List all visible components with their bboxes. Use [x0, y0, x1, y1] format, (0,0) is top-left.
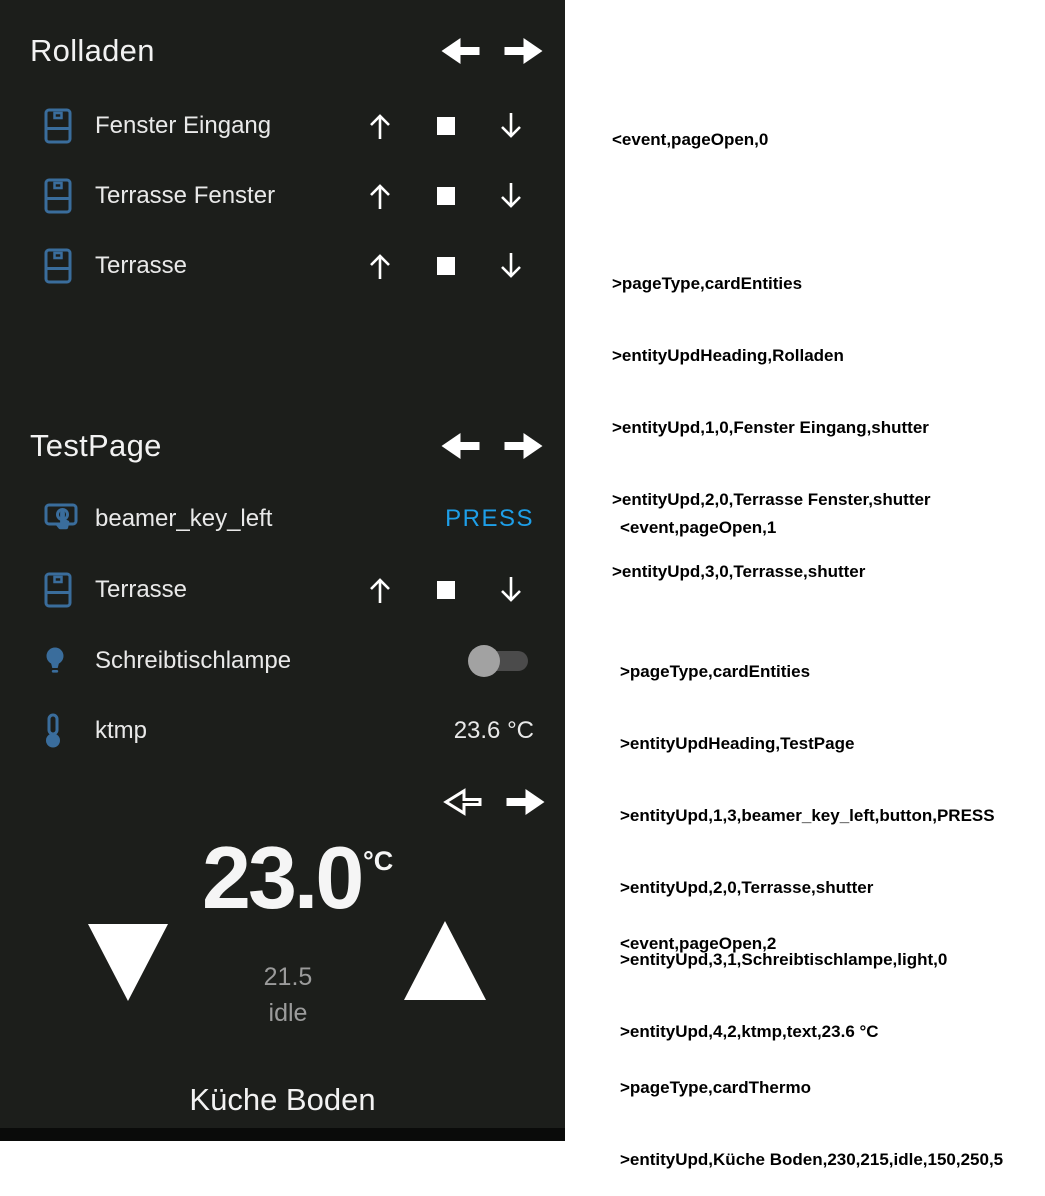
- thermostat-name: Küche Boden: [189, 1082, 376, 1117]
- temp-down-button[interactable]: [88, 924, 168, 1001]
- nav-prev-icon[interactable]: [443, 786, 482, 818]
- entity-label: Fenster Eingang: [95, 112, 272, 139]
- bottom-bezel: [0, 1128, 565, 1141]
- stop-square-icon: [437, 257, 455, 275]
- nav-next-icon[interactable]: [506, 786, 545, 818]
- shutter-up-button[interactable]: [367, 111, 393, 141]
- entity-row: [0, 91, 565, 161]
- nav-prev-icon[interactable]: [441, 35, 480, 67]
- entity-row: [0, 484, 565, 554]
- page-title: TestPage: [30, 428, 162, 463]
- protocol-line: [620, 1004, 1003, 1028]
- protocol-block-page2: [620, 884, 1003, 1196]
- shutter-stop-button[interactable]: [437, 187, 455, 205]
- stop-square-icon: [437, 187, 455, 205]
- temp-up-button[interactable]: [404, 921, 486, 1000]
- toggle-knob: [468, 645, 500, 677]
- entity-label: beamer_key_left: [95, 505, 273, 532]
- protocol-line: >entityUpd,1,3,beamer_key_left,button,PRESS: [620, 806, 995, 825]
- entity-label: Terrasse: [95, 252, 188, 279]
- entity-row: [0, 555, 565, 625]
- protocol-line: >entityUpd,2,0,Terrasse Fenster,shutter: [612, 490, 931, 509]
- card-rolladen: [0, 0, 565, 390]
- protocol-line: >entityUpd,1,0,Fenster Eingang,shutter: [612, 418, 929, 437]
- window-shutter-icon: [44, 572, 78, 608]
- entity-row: [0, 626, 565, 696]
- nav-next-icon[interactable]: [504, 35, 543, 67]
- entity-label: Schreibtischlampe: [95, 647, 292, 674]
- protocol-line: >pageType,cardEntities: [612, 274, 803, 293]
- protocol-line: >pageType,cardEntities: [620, 662, 811, 681]
- window-shutter-icon: [44, 248, 78, 284]
- window-shutter-icon: [44, 108, 78, 144]
- gesture-tap-button-icon: [44, 502, 78, 536]
- nav-next-icon[interactable]: [504, 430, 543, 462]
- protocol-line: [612, 200, 931, 224]
- protocol-line: >entityUpd,2,0,Terrasse,shutter: [620, 878, 874, 897]
- protocol-line: <event,pageOpen,1: [620, 518, 777, 537]
- protocol-line: >pageType,cardThermo: [620, 1078, 811, 1097]
- window-shutter-icon: [44, 178, 78, 214]
- protocol-line: >entityUpdHeading,TestPage: [620, 734, 855, 753]
- target-temperature: 21.5: [263, 963, 313, 991]
- shutter-stop-button[interactable]: [437, 581, 455, 599]
- shutter-down-button[interactable]: [498, 181, 524, 211]
- thermometer-icon: [44, 713, 78, 749]
- light-toggle[interactable]: [470, 651, 528, 671]
- lightbulb-icon: [44, 646, 78, 676]
- entity-value: 23.6 °C: [453, 717, 534, 744]
- shutter-stop-button[interactable]: [437, 257, 455, 275]
- entity-label: Terrasse Fenster: [95, 182, 276, 209]
- entity-label: ktmp: [95, 717, 148, 744]
- protocol-line: >entityUpd,3,1,Schreibtischlampe,light,0: [620, 950, 948, 969]
- entity-row: [0, 696, 565, 766]
- protocol-line: >entityUpd,3,0,Terrasse,shutter: [612, 562, 866, 581]
- shutter-stop-button[interactable]: [437, 117, 455, 135]
- shutter-up-button[interactable]: [367, 575, 393, 605]
- protocol-line: <event,pageOpen,0: [612, 130, 769, 149]
- temperature-unit: °C: [363, 846, 394, 876]
- current-temperature: 23.0: [202, 828, 362, 927]
- protocol-line: >entityUpd,4,2,ktmp,text,23.6 °C: [620, 1022, 879, 1041]
- stop-square-icon: [437, 117, 455, 135]
- protocol-line: [620, 588, 995, 612]
- nav-prev-icon[interactable]: [441, 430, 480, 462]
- protocol-line: >entityUpd,Küche Boden,230,215,idle,150,250,5: [620, 1150, 1004, 1169]
- shutter-down-button[interactable]: [498, 111, 524, 141]
- shutter-up-button[interactable]: [367, 181, 393, 211]
- card-testpage: [0, 390, 565, 780]
- protocol-line: <event,pageOpen,2: [620, 934, 777, 953]
- thermostat-state: idle: [268, 999, 308, 1027]
- protocol-line: >entityUpdHeading,Rolladen: [612, 346, 844, 365]
- shutter-down-button[interactable]: [498, 251, 524, 281]
- entity-row: [0, 231, 565, 301]
- entity-row: [0, 161, 565, 231]
- shutter-up-button[interactable]: [367, 251, 393, 281]
- shutter-down-button[interactable]: [498, 575, 524, 605]
- entity-label: Terrasse: [95, 576, 188, 603]
- press-button[interactable]: PRESS: [445, 505, 534, 532]
- page-title: Rolladen: [30, 33, 155, 68]
- stop-square-icon: [437, 581, 455, 599]
